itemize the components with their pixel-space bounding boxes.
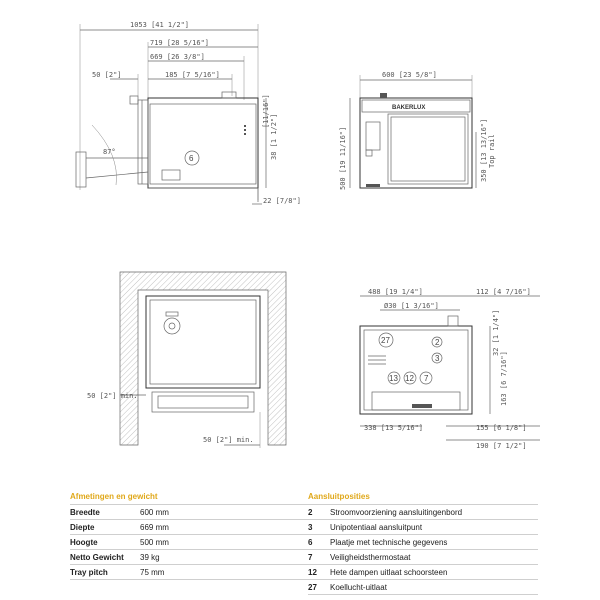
callout-12: 12 [405,374,414,383]
dim-rear-488: 488 [19 1/4"] [368,288,423,296]
connection-row [308,580,538,595]
dim-clearance-left: 50 [2"] min. [87,392,138,400]
connection-number: 6 [308,535,330,550]
connection-description: Plaatje met technische gegevens [330,535,538,550]
connection-number: 2 [308,505,330,520]
spec-value: 75 mm [140,565,315,580]
spec-value: 39 kg [140,550,315,565]
dim-depth-719: 719 [28 5/16"] [150,39,210,47]
spec-label: Tray pitch [70,565,140,580]
connection-row [308,550,538,565]
specs-title: Afmetingen en gewicht [70,490,315,505]
brand-logo-text: BAKERLUX [392,105,426,111]
front-view-drawing [339,71,496,190]
callout-7: 7 [424,374,429,383]
rear-view-drawing [360,288,540,450]
spec-row [70,535,315,550]
side-view-drawing [76,21,301,205]
connection-description: Veiligheidsthermostaat [330,550,538,565]
dim-front-side-2: Top rail [488,134,496,168]
callout-27: 27 [381,336,390,345]
dim-front-side-1: 350 [13 13/16"] [480,118,488,182]
specs-table [70,490,315,580]
callout-13: 13 [389,374,398,383]
callout-6: 6 [189,154,194,163]
connection-row [308,565,538,580]
dim-height-38: 38 [1 1/2"] [270,113,278,160]
rear-vent-slots [368,356,386,364]
spec-row [70,565,315,580]
dim-offset-185: 185 [7 5/16"] [165,71,220,79]
dim-rear-338: 338 [13 5/16"] [364,424,424,432]
dim-bottom-22: 22 [7/8"] [263,197,301,205]
spec-label: Diepte [70,520,140,535]
dim-rear-112: 112 [4 7/16"] [476,288,531,296]
connection-number: 7 [308,550,330,565]
connection-description: Hete dampen uitlaat schoorsteen [330,565,538,580]
dim-rear-190: 190 [7 1/2"] [476,442,527,450]
dim-rear-155: 155 [6 1/8"] [476,424,527,432]
vent-grille [244,125,246,135]
connection-description: Koellucht-uitlaat [330,580,538,595]
dim-front-height: 500 [19 11/16"] [339,126,347,190]
connection-number: 27 [308,580,330,595]
connection-row [308,520,538,535]
connection-number: 3 [308,520,330,535]
connection-description: Stroomvoorziening aansluitingenbord [330,505,538,520]
connection-description: Unipotentiaal aansluitpunt [330,520,538,535]
spec-value: 669 mm [140,520,315,535]
connections-table [308,490,538,595]
dim-rear-32: 32 [1 1/4"] [492,309,500,356]
dim-height-116: [11/16"] [262,94,270,128]
spec-label: Netto Gewicht [70,550,140,565]
spec-row [70,550,315,565]
spec-value: 500 mm [140,535,315,550]
dim-clearance-bottom: 50 [2"] min. [203,436,254,444]
connections-title: Aansluitposities [308,490,538,505]
connection-row [308,505,538,520]
connection-row [308,535,538,550]
dim-rear-dia: Ø30 [1 3/16"] [384,302,439,310]
dim-depth-669: 669 [26 3/8"] [150,53,205,61]
spec-value: 600 mm [140,505,315,520]
callout-3: 3 [435,354,440,363]
spec-row [70,520,315,535]
dim-rear-163: 163 [6 7/16"] [500,351,508,406]
connection-number: 12 [308,565,330,580]
spec-label: Hoogte [70,535,140,550]
plan-view-drawing [87,272,286,448]
dim-angle: 87° [103,148,116,156]
dim-offset-50: 50 [2"] [92,71,122,79]
callout-2: 2 [435,338,440,347]
dim-front-width: 600 [23 5/8"] [382,71,437,79]
spec-label: Breedte [70,505,140,520]
dim-overall-depth: 1053 [41 1/2"] [130,21,190,29]
spec-row [70,505,315,520]
